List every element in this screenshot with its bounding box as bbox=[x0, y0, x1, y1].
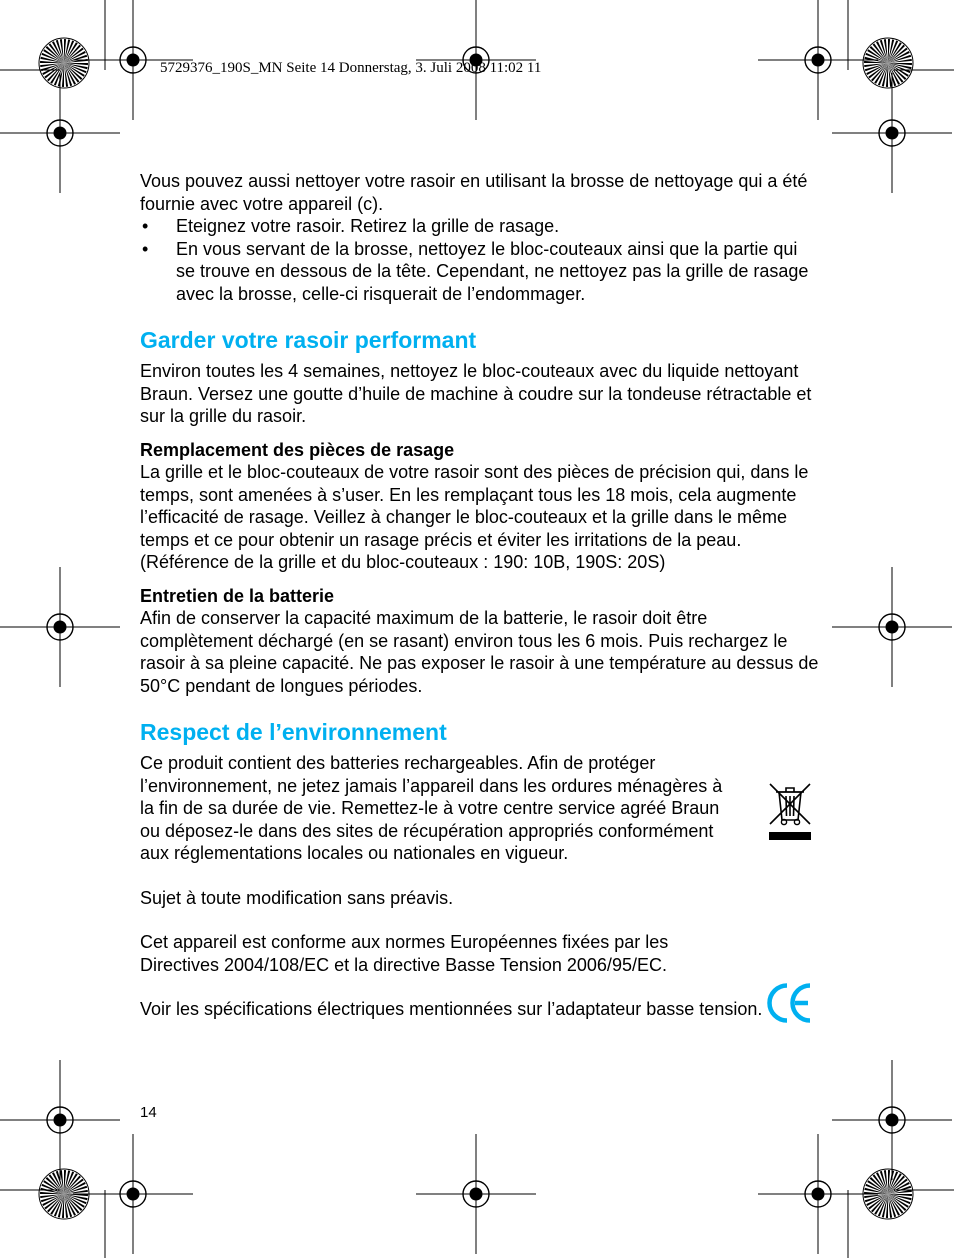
registration-mark-icon bbox=[832, 567, 952, 687]
conformity-text: Cet appareil est conforme aux normes Européennes fixées par les Directives 2004/108/EC et la directive Basse Tension 2006/95/EC. bbox=[140, 932, 669, 975]
list-item: • En vous servant de la brosse, nettoyez le bloc-couteaux ainsi que la partie qui se trouve en dessous de la tête. Cependant, ne nettoyez pas la grille de rasage avec la brosse, celle-ci risquerait de l’endommager. bbox=[140, 238, 820, 306]
registration-mark-icon bbox=[0, 1060, 120, 1180]
registration-mark-icon bbox=[832, 1060, 952, 1180]
registration-mark-icon bbox=[0, 567, 120, 687]
replacement-subheading: Remplacement des pièces de rasage bbox=[140, 439, 455, 460]
battery-text: Afin de conserver la capacité maximum de la batterie, le rasoir doit être complètement déchargé (en se rasant) environ tous les 6 mois. Puis rechargez le rasoir à sa pleine capacité. Ne pas exposer le rasoir à une température au dessus de 50°C pendant de longues périodes. bbox=[140, 608, 819, 696]
ce-mark-icon bbox=[766, 982, 814, 1024]
registration-mark-icon bbox=[758, 0, 878, 120]
page-content bbox=[140, 170, 820, 1021]
replacement-reference: (Référence de la grille et du bloc-couteaux : 190: 10B, 190S: 20S) bbox=[140, 552, 666, 572]
replacement-text: La grille et le bloc-couteaux de votre rasoir sont des pièces de précision qui, dans le temps, sont amenées à s’user. En les remplaçant tous les 18 mois, cela augmente l’efficacité de rasage. Veillez à changer le bloc-couteaux et la grille dans le même temps et ce pour obtenir un rasage précis et éviter les irritations de la peau. bbox=[140, 462, 809, 550]
registration-mark-icon bbox=[0, 73, 120, 193]
intro-text: Vous pouvez aussi nettoyer votre rasoir en utilisant la brosse de nettoyage qui a été fournie avec votre appareil (c). bbox=[140, 171, 808, 214]
registration-mark-icon bbox=[832, 73, 952, 193]
registration-mark-icon bbox=[416, 1134, 536, 1254]
environment-text: Ce produit contient des batteries rechargeables. Afin de protéger l’environnement, ne jetez jamais l’appareil dans les ordures ménagères à la fin de sa durée de vie. Remettez-le à votre centre service agréé Braun ou déposez-le dans des sites de récupération appropriés conformément aux réglementations locales ou nationales en vigueur. bbox=[140, 753, 723, 863]
heading-environment: Respect de l’environnement bbox=[140, 719, 447, 745]
starburst-mark-icon bbox=[39, 38, 89, 88]
starburst-mark-icon bbox=[863, 38, 913, 88]
registration-mark-icon bbox=[73, 1134, 193, 1254]
performant-text: Environ toutes les 4 semaines, nettoyez le bloc-couteaux avec du liquide nettoyant Braun. Versez une goutte d’huile de machine à coudre sur la tondeuse rétractable et sur la grille du rasoir. bbox=[140, 361, 812, 426]
notice-text: Sujet à toute modification sans préavis. bbox=[140, 887, 454, 908]
intro-bullets bbox=[140, 215, 820, 305]
print-header: 5729376_190S_MN Seite 14 Donnerstag, 3. Juli 2008 11:02 11 bbox=[160, 60, 542, 76]
page-number: 14 bbox=[140, 1104, 157, 1121]
specs-text: Voir les spécifications électriques mentionnées sur l’adaptateur basse tension. bbox=[140, 999, 763, 1019]
list-item: • Eteignez votre rasoir. Retirez la grille de rasage. bbox=[140, 215, 820, 238]
heading-performant: Garder votre rasoir performant bbox=[140, 327, 477, 353]
registration-mark-icon bbox=[758, 1134, 878, 1254]
crossed-bin-icon bbox=[767, 780, 813, 844]
battery-subheading: Entretien de la batterie bbox=[140, 585, 335, 606]
